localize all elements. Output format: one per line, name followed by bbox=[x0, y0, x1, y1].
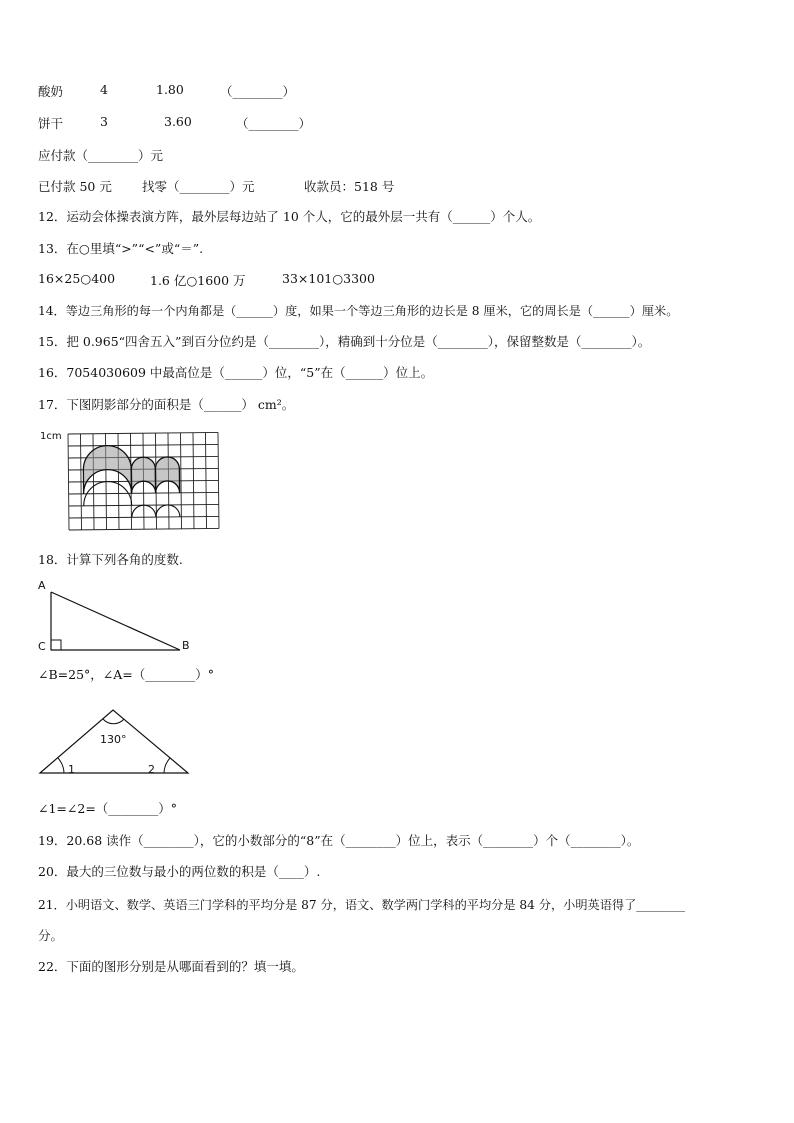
q13-item-3[interactable]: 33×101○3300 bbox=[282, 271, 375, 286]
receipt-row1-price: 1.80 bbox=[156, 82, 184, 97]
q18-answer-2[interactable]: ∠1=∠2=（________）° bbox=[38, 801, 178, 816]
receipt-row2-qty: 3 bbox=[100, 114, 108, 129]
question-18: 18．计算下列各角的度数. bbox=[38, 552, 183, 567]
question-21-line1: 21．小明语文、数学、英语三门学科的平均分是 87 分，语文、数学两门学科的平均分是 84 分，小明英语得了________ bbox=[38, 898, 686, 912]
receipt-payable[interactable]: 应付款（________）元 bbox=[38, 148, 164, 163]
q13-item-1[interactable]: 16×25○400 bbox=[38, 271, 116, 286]
vertex-a-label: A bbox=[38, 579, 46, 592]
q17-grid-figure bbox=[38, 426, 224, 536]
vertex-c-label: C bbox=[38, 640, 46, 653]
q18-angle-2-label: 2 bbox=[148, 763, 155, 776]
question-12: 12．运动会体操表演方阵，最外层每边站了 10 个人，它的最外层一共有（______）个人。 bbox=[38, 209, 541, 224]
question-15: 15．把 0.965“四舍五入”到百分位约是（________），精确到十分位是（________），保留整数是（________）。 bbox=[38, 334, 651, 349]
question-14: 14．等边三角形的每一个内角都是（______）度，如果一个等边三角形的边长是 8 厘米，它的周长是（______）厘米。 bbox=[38, 304, 679, 318]
receipt-row1-item: 酸奶 bbox=[38, 84, 64, 99]
q18-angle-1-label: 1 bbox=[68, 763, 75, 776]
receipt-row2-blank[interactable]: （________） bbox=[236, 116, 312, 131]
q18-obtuse-triangle bbox=[36, 704, 196, 780]
receipt-row1-blank[interactable]: （________） bbox=[220, 84, 296, 99]
receipt-row1-qty: 4 bbox=[100, 82, 108, 97]
q18-apex-angle-label: 130° bbox=[100, 733, 127, 746]
vertex-b-label: B bbox=[182, 639, 190, 652]
question-19: 19．20.68 读作（________），它的小数部分的“8”在（________）位上，表示（________）个（________）。 bbox=[38, 833, 640, 848]
question-21-line2: 分。 bbox=[38, 928, 64, 943]
question-17: 17．下图阴影部分的面积是（______） cm²。 bbox=[38, 397, 295, 412]
q13-item-2[interactable]: 1.6 亿○1600 万 bbox=[150, 273, 246, 288]
question-13: 13．在○里填“>”“<”或“＝”. bbox=[38, 241, 204, 256]
question-16: 16．7054030609 中最高位是（______）位，“5”在（______）位上。 bbox=[38, 365, 434, 380]
receipt-paid: 已付款 50 元 bbox=[38, 179, 112, 194]
receipt-change[interactable]: 找零（________）元 bbox=[142, 179, 255, 194]
question-22: 22．下面的图形分别是从哪面看到的？填一填。 bbox=[38, 959, 304, 974]
receipt-cashier: 收款员：518 号 bbox=[304, 179, 395, 194]
receipt-row2-price: 3.60 bbox=[164, 114, 192, 129]
q18-answer-1[interactable]: ∠B=25°，∠A=（________）° bbox=[38, 667, 215, 682]
q18-right-triangle bbox=[30, 576, 200, 656]
q17-grid-label: 1cm bbox=[40, 431, 62, 442]
question-20: 20．最大的三位数与最小的两位数的积是（____）. bbox=[38, 864, 321, 879]
receipt-row2-item: 饼干 bbox=[38, 116, 64, 131]
